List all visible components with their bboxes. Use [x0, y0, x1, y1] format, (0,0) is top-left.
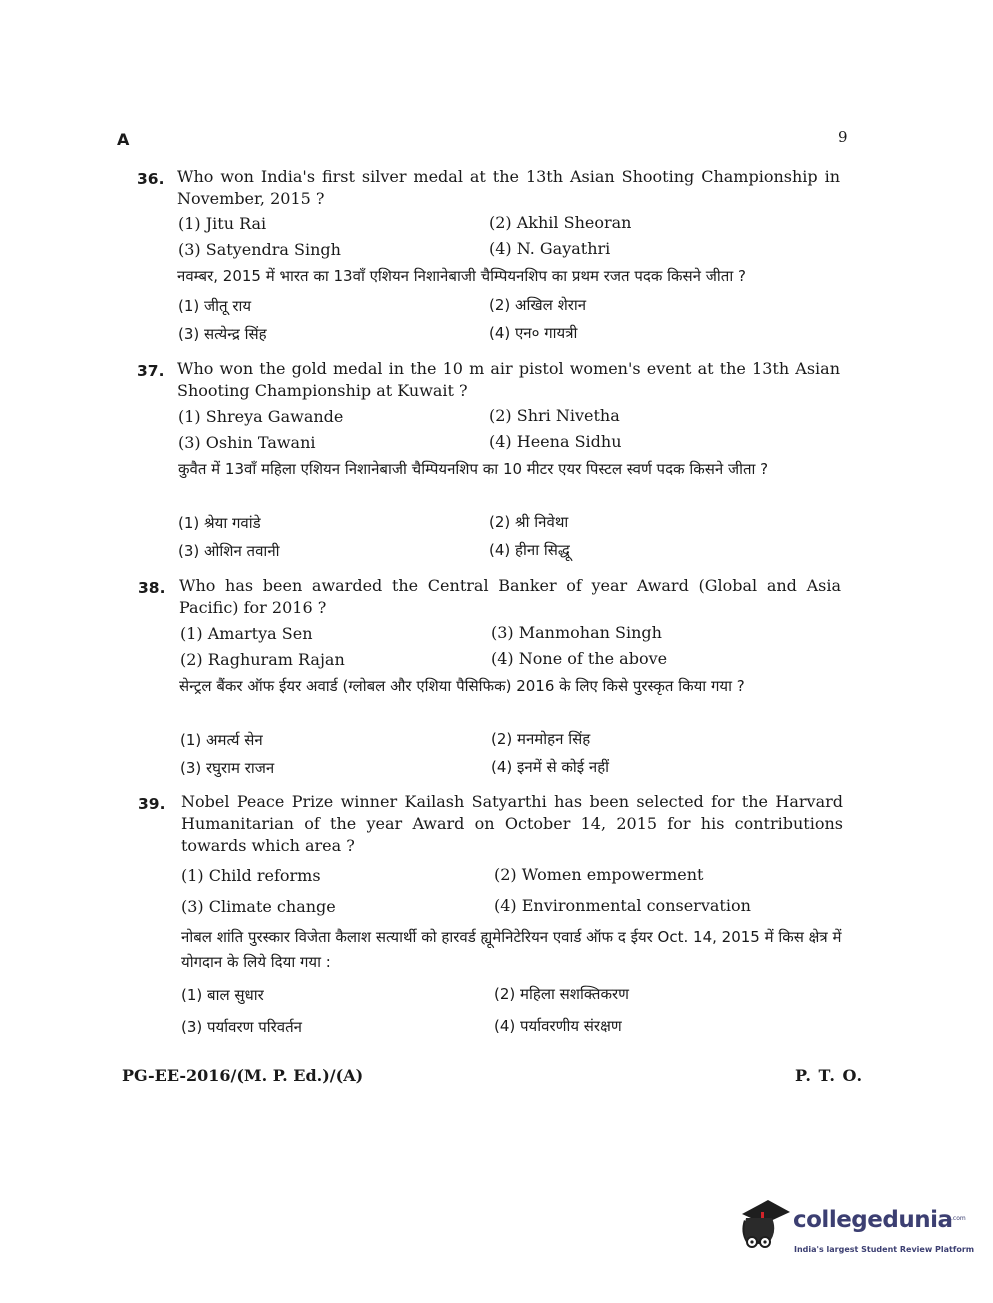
option-hi: (4) हीना सिद्धू	[489, 541, 570, 559]
option-hi: (1) बाल सुधार	[181, 986, 264, 1004]
option-hi: (3) सत्येन्द्र सिंह	[178, 325, 267, 343]
option-en: (2) Women empowerment	[494, 865, 704, 884]
question-number: 37.	[137, 362, 165, 380]
question-text-hi: सेन्ट्रल बैंकर ऑफ ईयर अवार्ड (ग्लोबल और एशिया पैसिफिक) 2016 के लिए किसे पुरस्कृत किया गया ?	[179, 677, 745, 695]
mascot-icon	[734, 1196, 792, 1258]
question-text-hi: कुवैत में 13वाँ महिला एशियन निशानेबाजी चैम्पियनशिप का 10 मीटर एयर पिस्टल स्वर्ण पदक किसने जीता ?	[178, 460, 769, 478]
option-en: (2) Akhil Sheoran	[489, 213, 632, 232]
option-en: (3) Oshin Tawani	[178, 433, 316, 452]
option-hi: (2) श्री निवेथा	[489, 513, 569, 531]
option-hi: (4) एन० गायत्री	[489, 324, 578, 342]
option-hi: (2) अखिल शेरान	[489, 296, 587, 314]
option-en: (2) Shri Nivetha	[489, 406, 620, 425]
option-hi: (4) इनमें से कोई नहीं	[491, 758, 610, 776]
brand-suffix: .com	[951, 1215, 966, 1222]
paper-code: PG-EE-2016/(M. P. Ed.)/(A)	[122, 1066, 364, 1085]
option-hi: (1) श्रेया गवांडे	[178, 514, 261, 532]
question-text-hi: नवम्बर, 2015 में भारत का 13वाँ एशियन निशानेबाजी चैम्पियनशिप का प्रथम रजत पदक किसने जीता ?	[177, 267, 746, 285]
option-en: (1) Child reforms	[181, 866, 321, 885]
question-text-en: Who won the gold medal in the 10 m air pistol women's event at the 13th Asian Shooting Championship at Kuwait ?	[177, 359, 840, 400]
option-en: (3) Climate change	[181, 897, 336, 916]
option-en: (3) Satyendra Singh	[178, 240, 341, 259]
option-en: (4) Heena Sidhu	[489, 432, 622, 451]
page-number: 9	[838, 128, 848, 146]
question-number: 38.	[138, 579, 166, 597]
series-label: A	[117, 130, 130, 149]
option-en: (2) Raghuram Rajan	[180, 650, 345, 669]
option-hi: (2) मनमोहन सिंह	[491, 730, 591, 748]
brand-name: collegedunia	[793, 1207, 953, 1233]
brand-tagline: India's largest Student Review Platform	[794, 1245, 975, 1254]
option-hi: (3) पर्यावरण परिवर्तन	[181, 1018, 302, 1036]
option-hi: (1) जीतू राय	[178, 297, 252, 315]
question-text-en: Who won India's first silver medal at the 13th Asian Shooting Championship in November, 2015 ?	[177, 167, 840, 208]
option-hi: (1) अमर्त्य सेन	[180, 731, 263, 749]
option-en: (4) None of the above	[491, 649, 668, 668]
question-number: 39.	[138, 795, 166, 813]
pto-label: P. T. O.	[795, 1066, 864, 1085]
option-hi: (2) महिला सशक्तिकरण	[494, 985, 629, 1003]
option-en: (1) Shreya Gawande	[178, 407, 344, 426]
option-en: (1) Amartya Sen	[180, 624, 313, 643]
option-en: (4) N. Gayathri	[489, 239, 611, 258]
question-text-hi: नोबल शांति पुरस्कार विजेता कैलाश सत्यार्थी को हारवर्ड ह्यूमेनिटेरियन एवार्ड ऑफ द ईयर Oct. 14, 2015 में किस क्षेत्र में योगदान के लिये दिया गया :	[181, 928, 842, 971]
question-number: 36.	[137, 170, 165, 188]
question-text-en: Nobel Peace Prize winner Kailash Satyarthi has been selected for the Harvard Humanitarian of the year Award on October 14, 2015 for his contributions towards which area ?	[181, 792, 843, 855]
option-en: (4) Environmental conservation	[494, 896, 751, 915]
option-hi: (3) रघुराम राजन	[180, 759, 275, 777]
option-en: (3) Manmohan Singh	[491, 623, 662, 642]
option-hi: (3) ओशिन तवानी	[178, 542, 280, 560]
question-text-en: Who has been awarded the Central Banker of year Award (Global and Asia Pacific) for 2016 ?	[179, 576, 841, 617]
option-en: (1) Jitu Rai	[178, 214, 267, 233]
option-hi: (4) पर्यावरणीय संरक्षण	[494, 1017, 622, 1035]
